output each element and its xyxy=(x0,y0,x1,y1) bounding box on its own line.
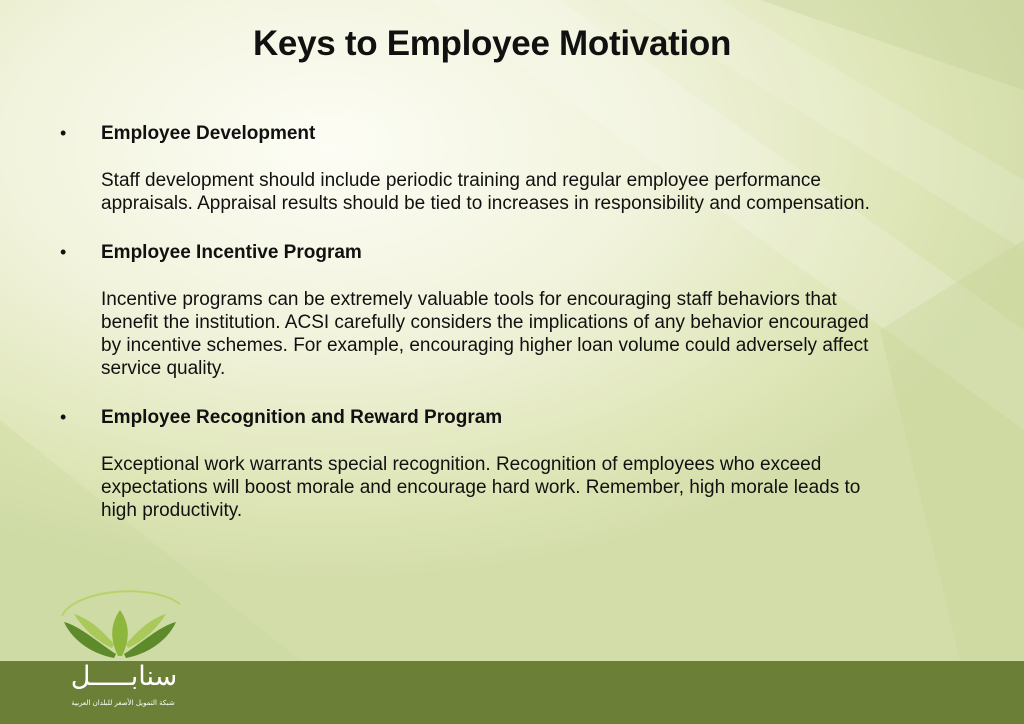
bullet-marker: • xyxy=(60,242,67,262)
item-body: Incentive programs can be extremely valuable tools for encouraging staff behaviors that benefit the institution. ACSI carefully considers the implications of any behavior encouraged by incentive schemes. For example, encouraging higher loan volume could adversely affect service quality. xyxy=(101,289,869,379)
list-item xyxy=(60,241,890,380)
item-body: Exceptional work warrants special recognition. Recognition of employees who exceed expectations will boost morale and encourage hard work. Remember, high morale leads to high productivity. xyxy=(101,454,861,521)
bullet-marker: • xyxy=(60,123,67,143)
item-heading: Employee Recognition and Reward Program xyxy=(101,407,503,428)
logo-tagline: شبكة التمويل الأصغر للبلدان العربية xyxy=(71,699,175,707)
item-heading: Employee Incentive Program xyxy=(101,242,362,263)
item-heading: Employee Development xyxy=(101,123,316,144)
list-item xyxy=(60,122,890,215)
item-body: Staff development should include periodic training and regular employee performance appraisals. Appraisal results should be tied to increases in responsibility and compensation. xyxy=(101,170,870,214)
bullet-list xyxy=(60,122,890,548)
bullet-marker: • xyxy=(60,407,67,427)
slide-title: Keys to Employee Motivation xyxy=(252,24,732,63)
list-item xyxy=(60,406,890,522)
sanabel-logo xyxy=(40,574,200,719)
logo-wordmark: سنابـــــل xyxy=(70,661,178,692)
wheat-leaves-icon xyxy=(40,574,200,664)
